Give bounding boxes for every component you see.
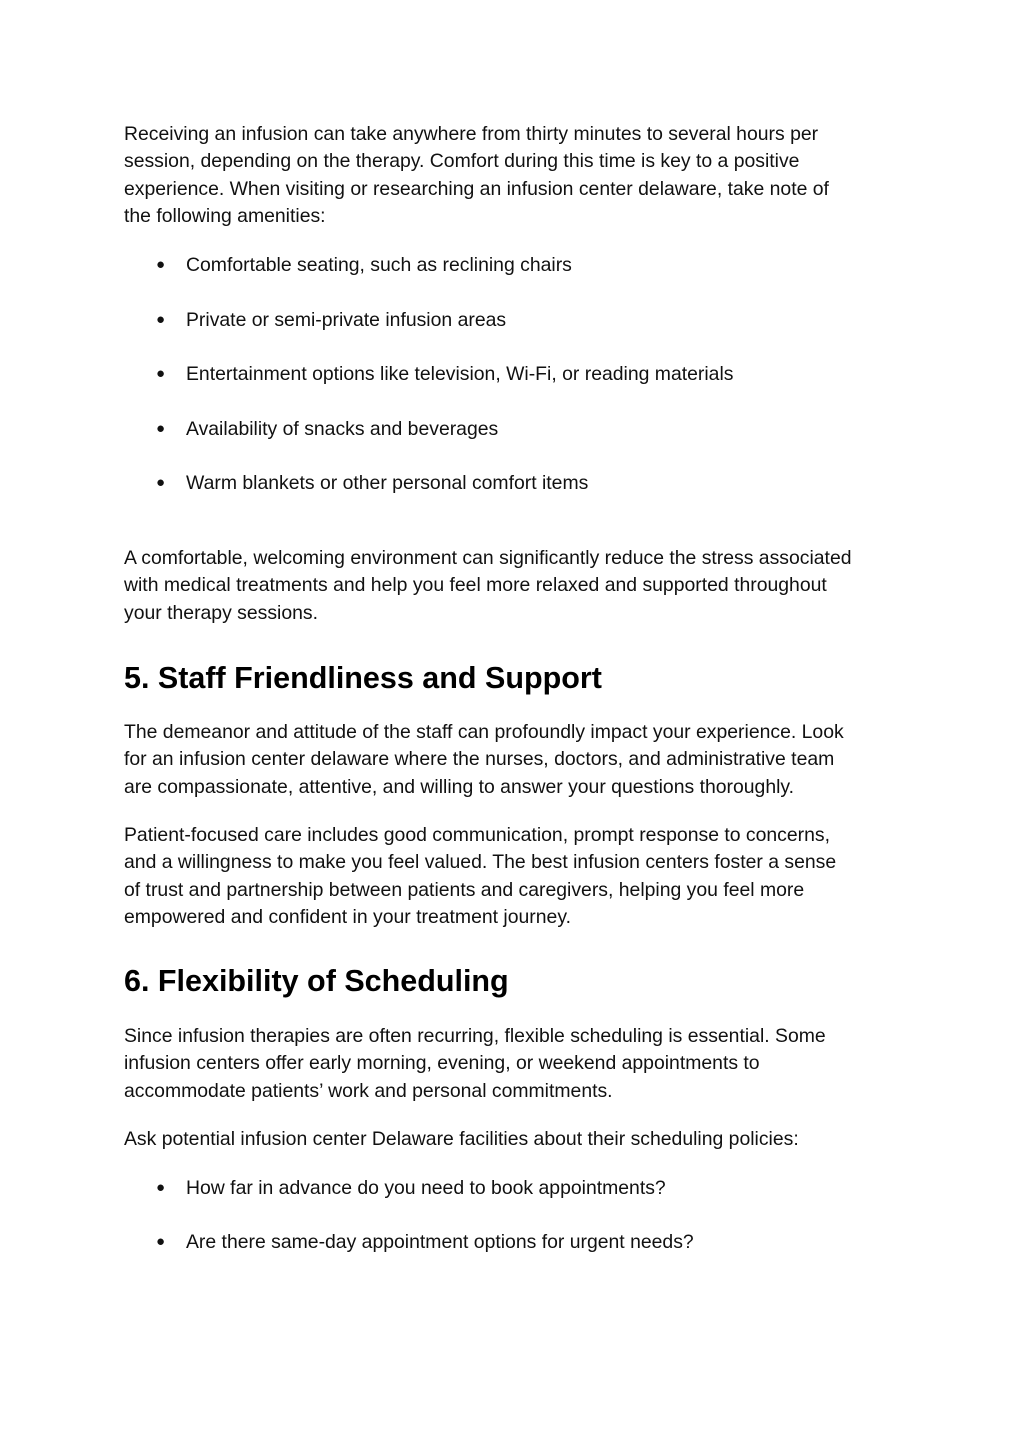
list-item-text: Are there same-day appointment options for urgent needs? [186, 1231, 694, 1253]
bullet-icon: ● [156, 311, 166, 328]
comfort-summary-paragraph: A comfortable, welcoming environment can significantly reduce the stress associated with medical treatments and help you feel more relaxed and supported throughout your therapy sessions. [124, 547, 852, 624]
list-item-text: Private or semi-private infusion areas [186, 309, 507, 331]
list-item [124, 306, 924, 334]
bullet-icon: ● [156, 256, 166, 273]
list-item-text: Warm blankets or other personal comfort items [186, 472, 589, 494]
bullet-icon: ● [156, 1233, 166, 1250]
section-6-paragraph-1: Since infusion therapies are often recurring, flexible scheduling is essential. Some infusion centers offer early morning, evening, or weekend appointments to accommodate patients’ work and personal commitments. [124, 1025, 826, 1102]
bullet-icon: ● [156, 365, 166, 382]
bullet-icon: ● [156, 474, 166, 491]
list-item [124, 415, 924, 443]
list-item [124, 360, 924, 388]
section-5-paragraph-2: Patient-focused care includes good communication, prompt response to concerns, and a willingness to make you feel valued. The best infusion centers foster a sense of trust and partnership between patients and caregivers, helping you feel more empowered and confident in your treatment journey. [124, 824, 837, 928]
list-item-text: Availability of snacks and beverages [186, 418, 499, 440]
list-item [124, 469, 924, 497]
section-5-paragraph-1: The demeanor and attitude of the staff can profoundly impact your experience. Look for an infusion center delaware where the nurses, doctors, and administrative team are compassionate, attentive, and willing to answer your questions thoroughly. [124, 721, 844, 798]
bullet-icon: ● [156, 1179, 166, 1196]
section-6-heading: 6. Flexibility of Scheduling [124, 964, 509, 998]
list-item-text: Comfortable seating, such as reclining chairs [186, 254, 572, 276]
list-item [124, 1174, 924, 1202]
section-5-heading: 5. Staff Friendliness and Support [124, 661, 602, 695]
bullet-icon: ● [156, 420, 166, 437]
list-item [124, 1228, 924, 1256]
list-item-text: Entertainment options like television, Wi-Fi, or reading materials [186, 363, 734, 385]
intro-paragraph: Receiving an infusion can take anywhere from thirty minutes to several hours per session, depending on the therapy. Comfort during this time is key to a positive experience. When visiting or researching an infusion center delaware, take note of the following amenities: [124, 123, 829, 227]
section-6-paragraph-2: Ask potential infusion center Delaware facilities about their scheduling policies: [124, 1128, 799, 1150]
list-item-text: How far in advance do you need to book appointments? [186, 1177, 666, 1199]
list-item [124, 251, 924, 279]
